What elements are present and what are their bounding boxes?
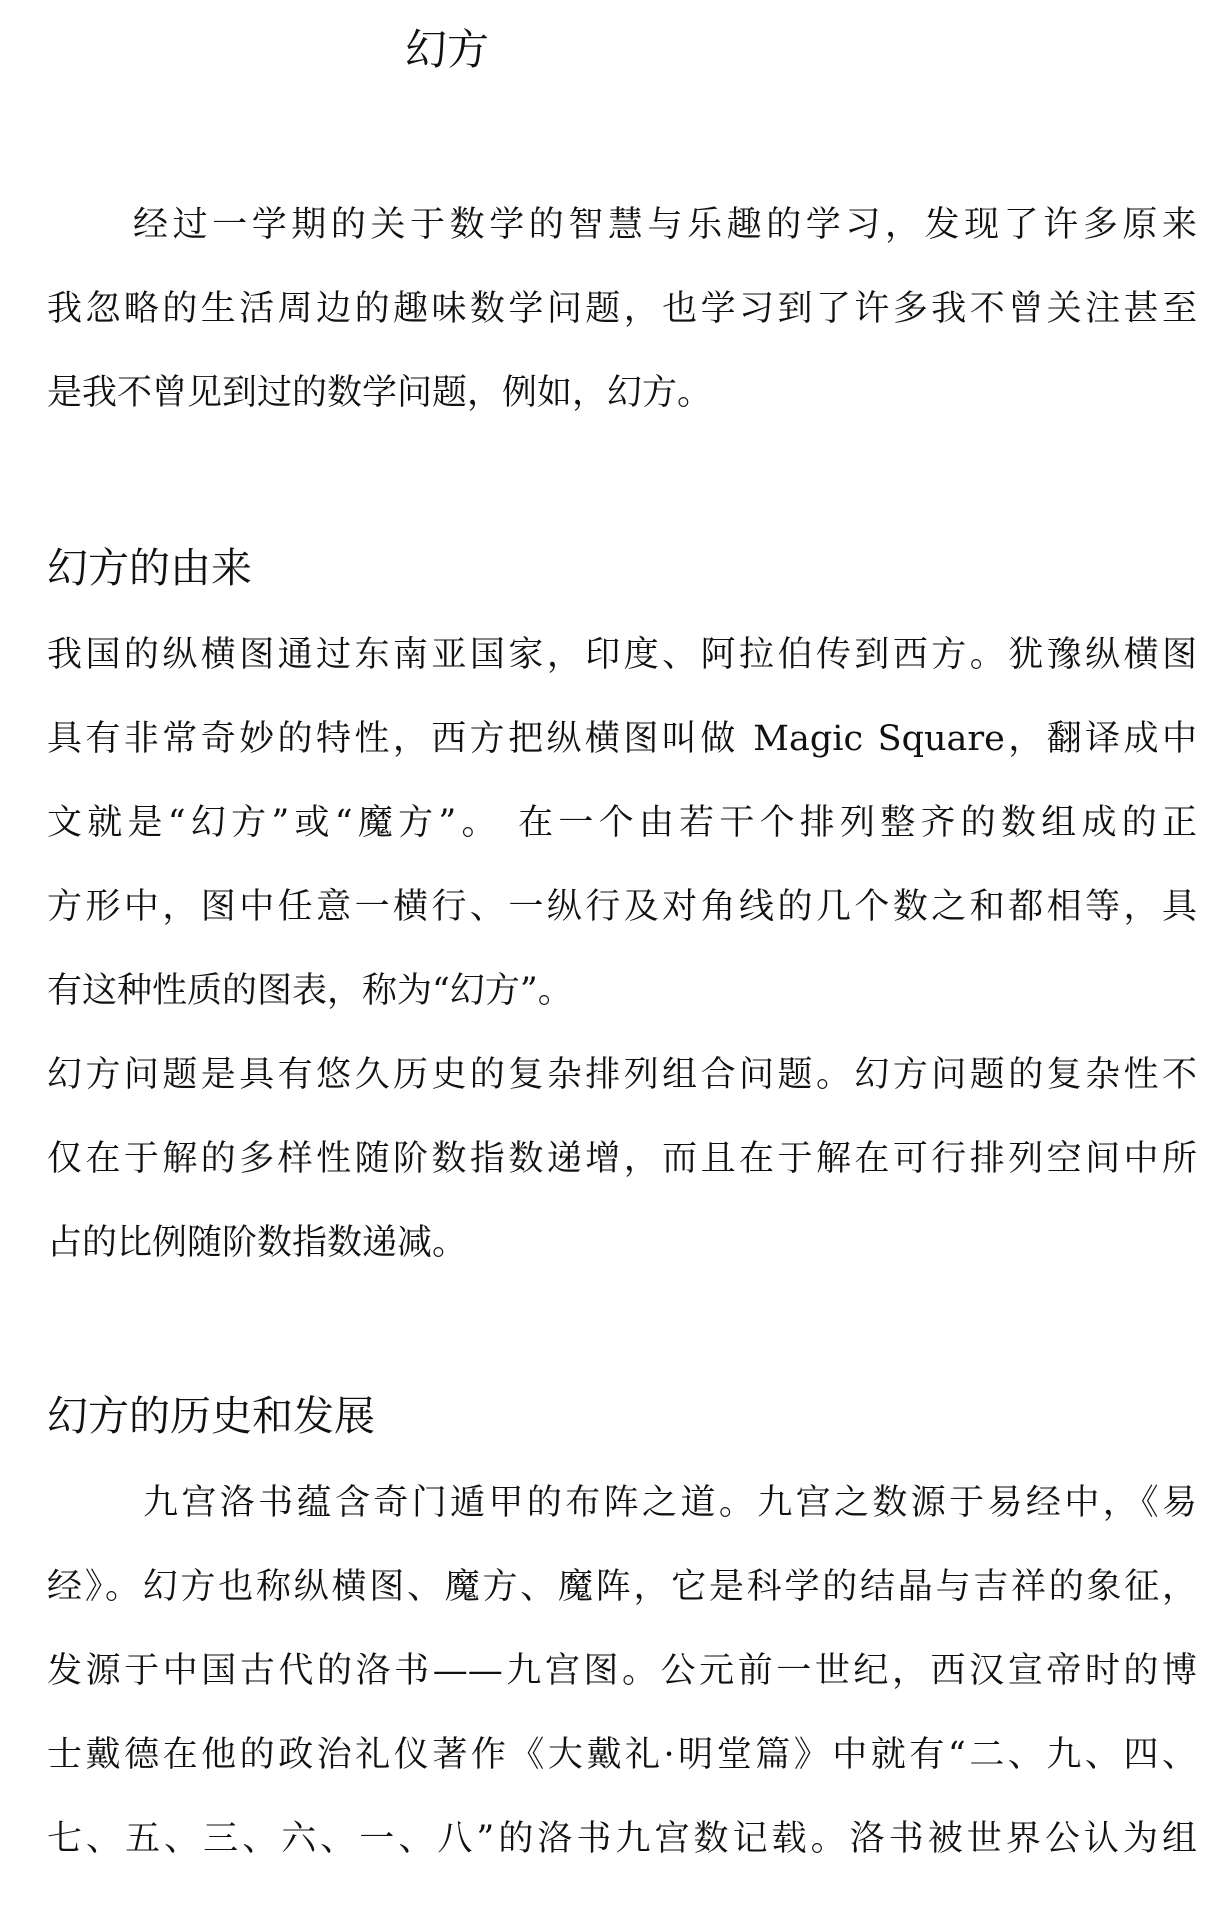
origin-para2-line-2: 仅在于解的多样性随阶数指数递增，而且在于解在可行排列空间中所 xyxy=(47,1139,1197,1179)
intro-line-2: 我忽略的生活周边的趣味数学问题，也学习到了许多我不曾关注甚至 xyxy=(47,289,1197,329)
history-line-3: 发源于中国古代的洛书——九宫图。公元前一世纪，西汉宣帝时的博 xyxy=(47,1651,1197,1691)
origin-line-1: 我国的纵横图通过东南亚国家，印度、阿拉伯传到西方。犹豫纵横图 xyxy=(47,635,1197,675)
origin-line-2: 具有非常奇妙的特性，西方把纵横图叫做 Magic Square，翻译成中 xyxy=(47,719,1197,759)
history-line-2: 经》。幻方也称纵横图、魔方、魔阵，它是科学的结晶与吉祥的象征， xyxy=(47,1567,1197,1607)
section-heading-history: 幻方的历史和发展 xyxy=(47,1392,375,1440)
origin-para2-line-3: 占的比例随阶数指数递减。 xyxy=(47,1223,468,1263)
origin-line-4: 方形中，图中任意一横行、一纵行及对角线的几个数之和都相等，具 xyxy=(47,887,1197,927)
origin-line-3: 文就是“幻方”或“魔方”。 在一个由若干个排列整齐的数组成的正 xyxy=(47,803,1197,843)
origin-line-5: 有这种性质的图表，称为“幻方”。 xyxy=(47,971,573,1011)
history-line-1: 九宫洛书蕴含奇门遁甲的布阵之道。九宫之数源于易经中，《易 xyxy=(143,1483,1197,1523)
history-line-5: 七、五、三、六、一、八”的洛书九宫数记载。洛书被世界公认为组 xyxy=(47,1819,1197,1859)
section-heading-origin: 幻方的由来 xyxy=(47,544,252,592)
intro-line-3: 是我不曾见到过的数学问题，例如，幻方。 xyxy=(47,373,713,413)
history-line-4: 士戴德在他的政治礼仪著作《大戴礼·明堂篇》中就有“二、九、四、 xyxy=(47,1735,1197,1775)
intro-line-1: 经过一学期的关于数学的智慧与乐趣的学习，发现了许多原来 xyxy=(133,205,1197,245)
origin-para2-line-1: 幻方问题是具有悠久历史的复杂排列组合问题。幻方问题的复杂性不 xyxy=(47,1055,1197,1095)
page-title: 幻方 xyxy=(405,25,490,74)
